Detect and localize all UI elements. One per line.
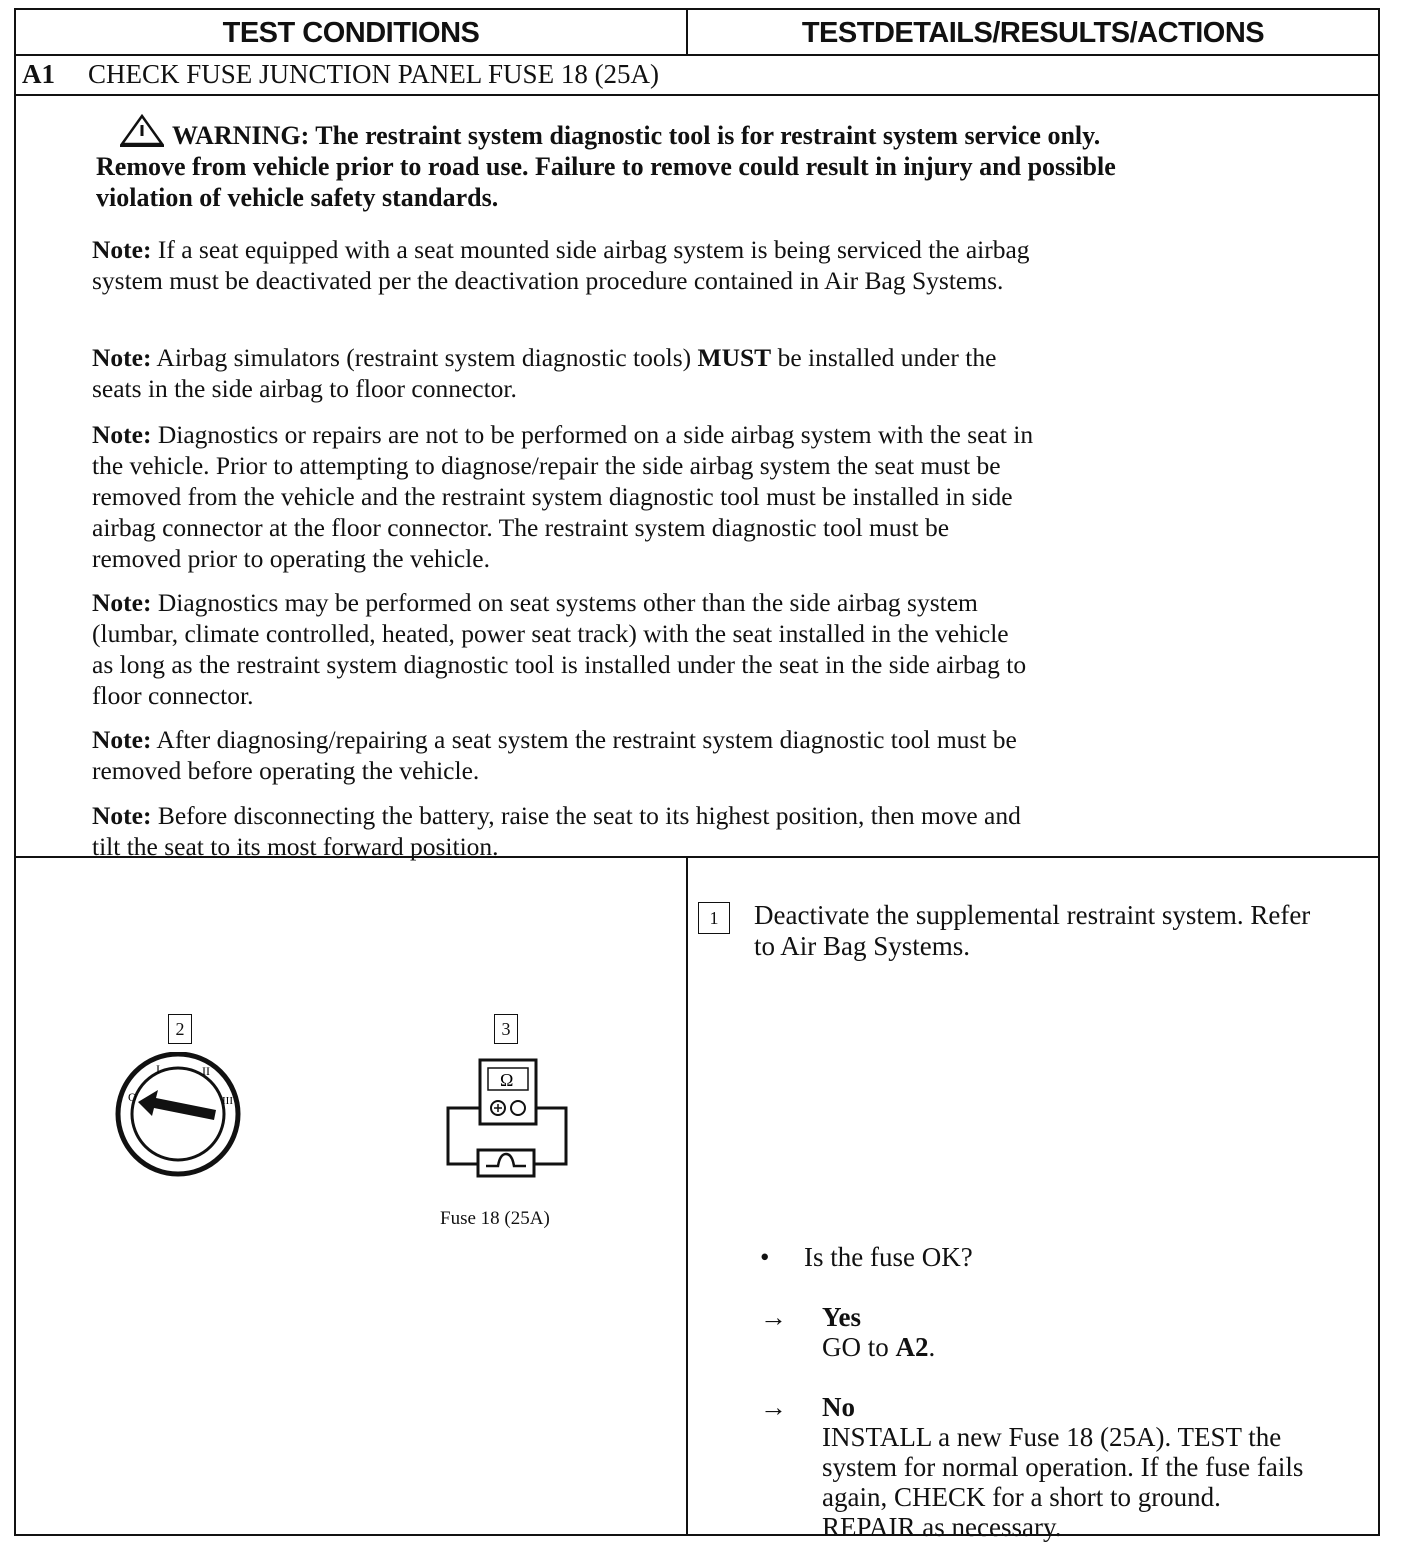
warning-block bbox=[96, 120, 1276, 213]
warning-line-3: violation of vehicle safety standards. bbox=[96, 183, 499, 212]
figure-label-2: 2 bbox=[168, 1014, 192, 1044]
figure-label-3: 3 bbox=[494, 1014, 518, 1044]
ignition-position-run: II bbox=[202, 1064, 210, 1078]
question bbox=[760, 1242, 973, 1273]
answer-no-label: No bbox=[822, 1392, 855, 1422]
step-instruction: Deactivate the supplemental restraint system. Refer to Air Bag Systems. bbox=[754, 900, 1311, 961]
note-label: Note: bbox=[92, 725, 152, 754]
note-5: Note: After diagnosing/repairing a seat system the restraint system diagnostic tool must be removed before operating the vehicle. bbox=[92, 725, 1017, 785]
ignition-position-acc: I bbox=[156, 1062, 160, 1076]
ohm-symbol: Ω bbox=[500, 1070, 514, 1090]
ohmmeter-fuse-diagram-icon bbox=[442, 1058, 572, 1188]
bullet-icon: • bbox=[760, 1242, 770, 1272]
arrow-right-icon: → bbox=[760, 1302, 787, 1332]
column-divider bbox=[686, 858, 688, 1534]
note-2: Note: Airbag simulators (restraint system diagnostic tools) MUST be installed under the seats in the side airbag to floor connector. bbox=[92, 343, 997, 403]
must-emphasis: MUST bbox=[697, 343, 772, 372]
note-1: Note: If a seat equipped with a seat mounted side airbag system is being serviced the airbag system must be deactivated per the deactivation procedure contained in Air Bag Systems. bbox=[92, 235, 1030, 295]
header-test-conditions: TEST CONDITIONS bbox=[222, 17, 480, 49]
step-id: A1 bbox=[22, 59, 55, 89]
warning-line-1: WARNING: The restraint system diagnostic tool is for restraint system service only. bbox=[172, 121, 1101, 150]
answer-yes-label: Yes bbox=[822, 1302, 861, 1332]
note-label: Note: bbox=[92, 801, 152, 830]
arrow-right-icon: → bbox=[760, 1392, 787, 1422]
note-label: Note: bbox=[92, 235, 152, 264]
ignition-position-off: O bbox=[128, 1090, 137, 1104]
question-text: Is the fuse OK? bbox=[804, 1242, 973, 1272]
note-label: Note: bbox=[92, 588, 152, 617]
answer-no-action: INSTALL a new Fuse 18 (25A). TEST the system for normal operation. If the fuse fails again, CHECK for a short to ground. REPAIR as necessary. bbox=[822, 1422, 1304, 1542]
step-number-box: 1 bbox=[698, 902, 730, 934]
header-test-details: TESTDETAILS/RESULTS/ACTIONS bbox=[801, 17, 1265, 49]
step-title-row bbox=[16, 54, 1378, 96]
diagnostic-table bbox=[14, 8, 1380, 1542]
note-4: Note: Diagnostics may be performed on seat systems other than the side airbag system (lumbar, climate controlled, heated, power seat track) with the seat installed in the vehicle as long as the restraint system diagnostic tool is installed under the seat in the side airbag to floor connector. bbox=[92, 588, 1027, 710]
step-title: CHECK FUSE JUNCTION PANEL FUSE 18 (25A) bbox=[88, 59, 660, 89]
note-3: Note: Diagnostics or repairs are not to be performed on a side airbag system with the seat in the vehicle. Prior to attempting to diagnose/repair the side airbag system the seat must be removed from the vehicle and the restraint system diagnostic tool must be installed in side airbag connector at the floor connector. The restraint system diagnostic tool must be removed prior to operating the vehicle. bbox=[92, 420, 1034, 573]
ignition-position-start: III bbox=[222, 1095, 233, 1107]
note-label: Note: bbox=[92, 343, 152, 372]
table-header bbox=[16, 10, 1378, 56]
fuse-caption: Fuse 18 (25A) bbox=[440, 1208, 550, 1229]
test-section bbox=[16, 858, 1378, 1542]
note-6: Note: Before disconnecting the battery, raise the seat to its highest position, then move and tilt the seat to its most forward position. bbox=[92, 801, 1021, 861]
warning-triangle-icon bbox=[120, 114, 164, 148]
warning-line-2: Remove from vehicle prior to road use. Failure to remove could result in injury and possible bbox=[96, 152, 1116, 181]
notes-section bbox=[16, 96, 1378, 861]
note-label: Note: bbox=[92, 420, 152, 449]
ignition-switch-icon bbox=[108, 1052, 248, 1178]
answer-yes-action: GO to A2. bbox=[822, 1332, 936, 1362]
